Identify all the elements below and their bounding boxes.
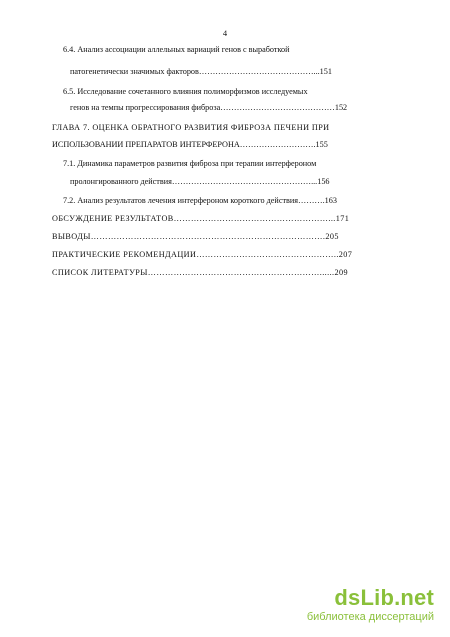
toc-line-6-4-title: 6.4. Анализ ассоциации аллельных вариаций генов с выработкой <box>63 45 290 54</box>
toc-line-6-4-page: патогенетически значимых факторов……………………………………...151 <box>70 67 332 76</box>
toc-line-7-1-page: пролонгированного действия……………………………………………...156 <box>70 177 330 186</box>
toc-line-6-5-title: 6.5. Исследование сочетанного влияния полиморфизмов исследуемых <box>63 87 308 96</box>
toc-line-6-5-page: генов на темпы прогрессирования фиброза……………………………………152 <box>70 103 348 112</box>
toc-line-7-1-title: 7.1. Динамика параметров развития фиброза при терапии интерфероном <box>63 159 317 168</box>
toc-line-7-2: 7.2. Анализ результатов лечения интерфероном короткого действия……….163 <box>63 196 337 205</box>
toc-line-chapter-7-title: ГЛАВА 7. ОЦЕНКА ОБРАТНОГО РАЗВИТИЯ ФИБРОЗА ПЕЧЕНИ ПРИ <box>52 123 330 132</box>
watermark-tagline: библиотека диссертаций <box>306 611 434 623</box>
toc-line-conclusions: ВЫВОДЫ……………………………………………………………………….205 <box>52 232 339 241</box>
toc-line-recommendations: ПРАКТИЧЕСКИЕ РЕКОМЕНДАЦИИ…………………………………………..207 <box>52 250 353 259</box>
dslib-watermark <box>294 587 434 625</box>
toc-line-references: СПИСОК ЛИТЕРАТУРЫ……………………………………………………......209 <box>52 268 348 277</box>
watermark-brand: dsLib.net <box>334 585 434 610</box>
toc-line-discussion: ОБСУЖДЕНИЕ РЕЗУЛЬТАТОВ………………………………………………...171 <box>52 214 350 223</box>
toc-line-chapter-7-page: ИСПОЛЬЗОВАНИИ ПРЕПАРАТОВ ИНТЕРФЕРОНА……………………….155 <box>52 140 328 149</box>
page-number: 4 <box>222 28 228 38</box>
